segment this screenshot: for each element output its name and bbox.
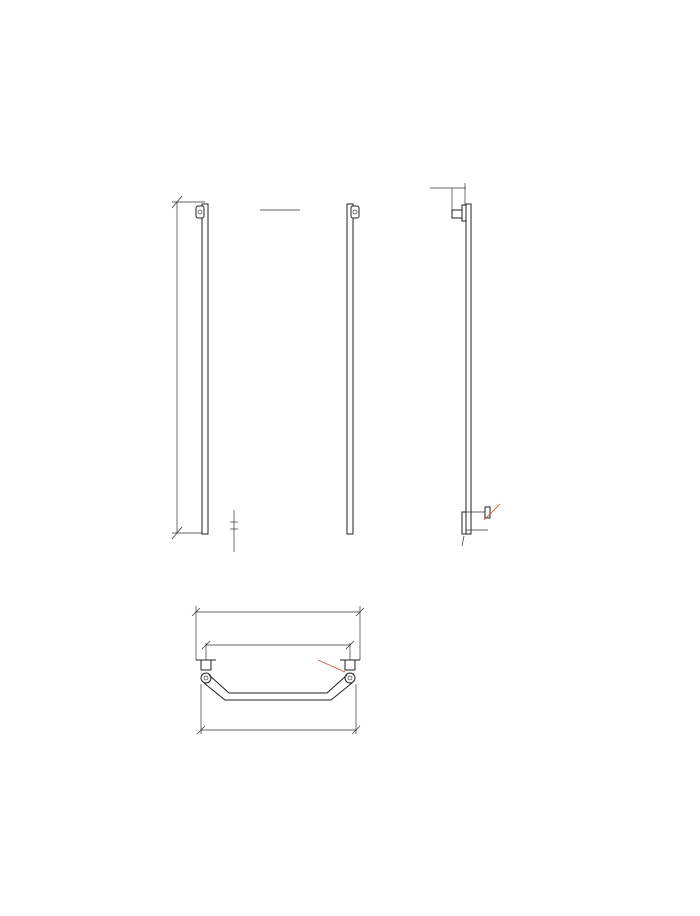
left-collector <box>202 204 208 534</box>
right-collector <box>347 204 353 534</box>
center-width-dimension <box>202 641 354 664</box>
side-view <box>430 183 500 546</box>
top-view <box>192 606 364 734</box>
depth-dimension <box>430 183 466 210</box>
outer-width-dimension <box>192 606 364 660</box>
top-rung-profile <box>204 683 352 700</box>
bottom-width-dimension <box>197 684 360 734</box>
front-view <box>172 196 359 552</box>
height-dimension <box>172 196 205 539</box>
side-pipe <box>466 204 471 534</box>
tube-dimension <box>230 510 238 552</box>
